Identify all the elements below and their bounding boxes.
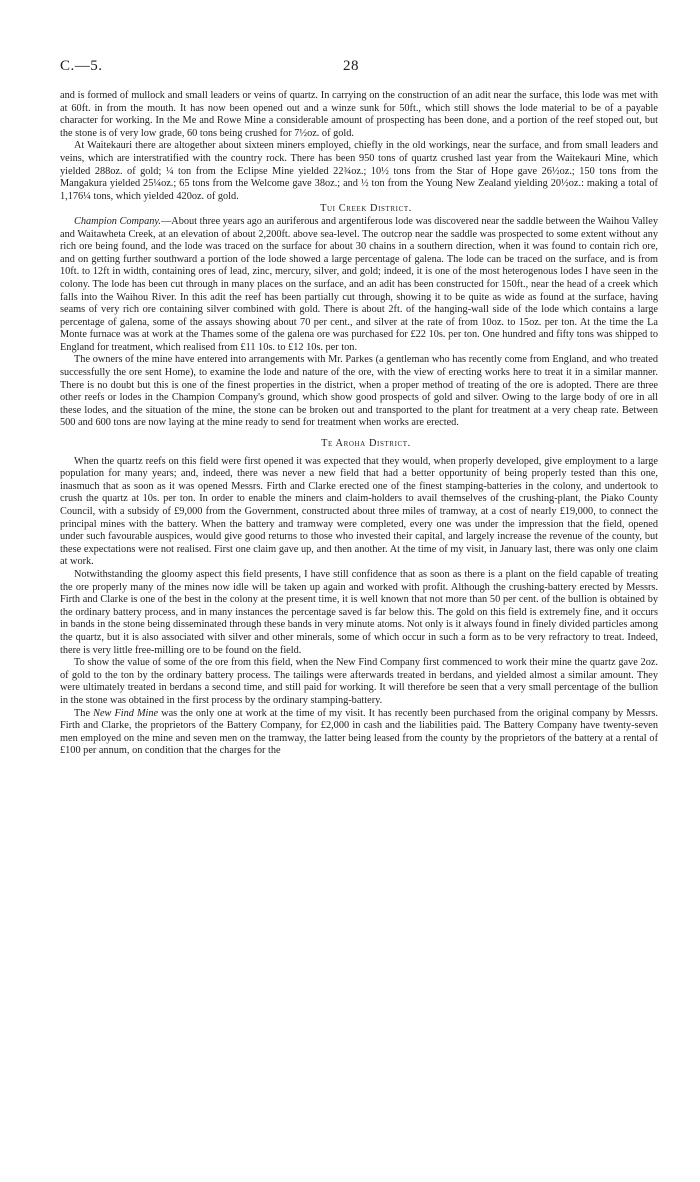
paragraph-continuation: and is formed of mullock and small leaders or veins of quartz. In carrying on the construction of an adit near the surface, this lode was met with at 60ft. in from the mouth. It has now been opened out and a winze sunk for 50ft., which still shows the lode material to be of a payable character for working. In the Me and Rowe Mine a considerable amount of prospecting has been done, and a portion of the reef stoped out, but the stone is of very low grade, 60 tons being crushed for 7½oz. of gold.: [60, 90, 658, 139]
new-find-lead: The: [74, 707, 91, 719]
paragraph-champion-company: [60, 216, 658, 355]
section-heading-tui-creek: Tui Creek District.: [320, 203, 412, 215]
document-reference: C.—5.: [60, 58, 103, 74]
paragraph-champion-text: —About three years ago an auriferous and argentiferous lode was discovered near the saddle between the Waihou Valley and Waitawheta Creek, at an elevation of about 2,200ft. above sea-level. The outcrop near the saddle was prospected to some extent without any rich ore being found, and the lode was traced on the surface for about 30 chains in a southern direction, when it was found to contain rich ore, and on getting further southward a portion of the lode showed a large percentage of galena. The lode can be traced on the surface, and is from 10ft. to 12ft in width, containing ores of lead, zinc, mercury, silver, and gold; indeed, it is one of the most heterogenous lodes I have seen in the colony. The lode has been cut through in many places on the surface, and an adit has been constructed for 150ft., near the head of a creek which falls into the Waihou River. In this adit the reef has been partially cut through, showing it to be quite as wide as found at the surface, having seams of very rich ore containing silver combined with gold. There is about 2ft. of the hanging-wall side of the lode which contains a large percentage of galena, some of the assays showing about 70 per cent., and silver at the rate of from 10oz. to 15oz. per ton. At the time the La Monte furnace was at work at the Thames some of the galena ore was purchased for £22 10s. per ton. One hundred and fifty tons was shipped to England for treatment, which realised from £11 10s. to £12 10s. per ton.: [60, 215, 658, 353]
document-page: [60, 58, 658, 758]
document-body: [60, 90, 658, 758]
company-name-champion: Champion Company.: [74, 215, 161, 227]
paragraph-te-aroha-1: When the quartz reefs on this field were first opened it was expected that they would, when properly developed, give employment to a large population for many years; and, indeed, there was never a new field that had a better opportunity of being properly tested than this one, inasmuch that as soon as it was opened Messrs. Firth and Clarke erected one of the finest stamping-batteries in the colony, and undertook to crush the quartz at 10s. per ton. In order to enable the miners and claim-holders to avail themselves of the crushing-plant, the Piako County Council, with a subsidy of £9,000 from the Government, constructed about three miles of tramway, at a cost of nearly £19,000, to connect the principal mines with the battery. When the battery and tramway were completed, every one was under the impression that the field, opened under such favourable auspices, would give good returns to those who invested their capital, and largely increase the revenue of the county, but these expectations were not realised. First one claim gave up, and then another. At the time of my visit, in January last, there was only one claim at work.: [60, 455, 658, 568]
mine-name-new-find: New Find Mine: [93, 707, 159, 719]
paragraph-champion-owners: The owners of the mine have entered into arrangements with Mr. Parkes (a gentleman who has recently come from England, and who treated successfully the ore sent Home), to examine the lode and nature of the ore, with the view of erecting works here to treat it in a similar manner. There is no doubt but this is one of the finest properties in the district, when a proper method of treating of the ore is adopted. There are three other reefs or lodes in the Champion Company's ground, which show good prospects of gold and silver. Owing to the large body of ore in all these lodes, and the situation of the mine, the stone can be broken out and transported to the plant for treatment at a very cheap rate. Between 500 and 600 tons are now laying at the mine ready to send for treatment when works are erected.: [60, 354, 658, 429]
paragraph-te-aroha-2: Notwithstanding the gloomy aspect this field presents, I have still confidence that as soon as there is a plant on the field capable of treating the ore properly many of the mines now idle will be taken up again and worked with profit. Although the crushing-battery erected by Messrs. Firth and Clarke is one of the best in the colony at the present time, it is well known that not more than 50 per cent. of the bullion is obtained by the ordinary battery process, and in many instances the percentage saved is far below this. The gold on this field is extremely fine, and it occurs in bands in the stone being disseminated through these bands in very minute atoms. Not only is it always found in finely divided particles among the quartz, but it is also associated with silver and other minerals, some of which occur in such a form as to be very refractory to treat. Indeed, there is very little free-milling ore to be found on the field.: [60, 568, 658, 656]
new-find-text: was the only one at work at the time of my visit. It has recently been purchased from the original company by Messrs. Firth and Clarke, the proprietors of the Battery Company, for £2,000 in cash and the liabilities paid. The Battery Company have twenty-seven men employed on the mine and seven men on the tramway, the latter being leased from the county by the proprietors of the battery at a rental of £100 per annum, on condition that the charges for the: [60, 707, 658, 757]
section-heading-te-aroha: Te Aroha District.: [321, 438, 411, 450]
paragraph-waitekauri: At Waitekauri there are altogether about sixteen miners employed, chiefly in the old workings, near the surface, and from small leaders and veins, which are interstratified with the country rock. There has been 950 tons of quartz crushed last year from the Waitekauri Mine, which yielded 288oz. of gold; ¼ ton from the Eclipse Mine yielded 22¾oz.; 10½ tons from the Star of Hope gave 26½oz.; 150 tons from the Mangakura yielded 25¼oz.; 65 tons from the Welcome gave 38oz.; and ½ ton from the Young New Zealand yielding 20½oz.: making a total of 1,176¼ tons, which yielded 420oz. of gold.: [60, 140, 658, 202]
paragraph-te-aroha-3: To show the value of some of the ore from this field, when the New Find Company first commenced to work their mine the quartz gave 2oz. of gold to the ton by the ordinary battery process. The tailings were afterwards treated in berdans, and yielded almost a similar amount. They were ultimately treated in berdans a second time, and still paid for working. It will therefore be seen that a very small percentage of the bullion in the stone was obtained in the first process by the ordinary stamping-battery.: [60, 657, 658, 706]
page-number: 28: [343, 58, 359, 74]
paragraph-new-find-mine: [60, 708, 658, 758]
page-header: [60, 58, 658, 80]
